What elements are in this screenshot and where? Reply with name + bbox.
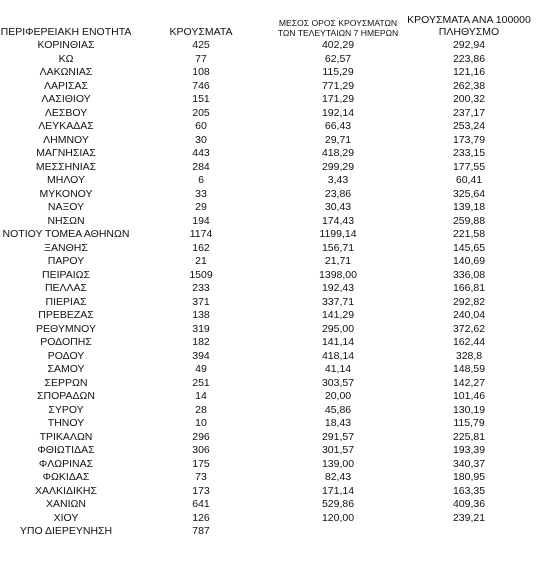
table-row [0,323,543,337]
cell-region: ΡΟΔΟΠΗΣ [40,336,92,348]
cell-cases: 6 [198,174,204,186]
cell-avg: 301,57 [321,444,355,456]
table-row [0,107,543,121]
cell-rate: 163,35 [452,484,486,497]
cell-avg: 156,71 [321,241,355,254]
cell-region: ΡΟΔΟΥ [47,349,85,362]
cell-cases: 746 [192,79,210,92]
cell-cases: 296 [192,430,210,443]
cell-rate: 177,55 [452,160,486,173]
header-region: ΠΕΡΙΦΕΡΕΙΑΚΗ ΕΝΟΤΗΤΑ [0,26,132,38]
cell-cases: 443 [192,147,210,159]
cell-avg: 771,29 [321,79,355,92]
table-row [0,444,543,458]
cell-rate: 292,82 [452,295,486,308]
cell-cases: 162 [192,241,210,254]
table-row [0,215,543,229]
table-row [0,174,543,188]
cell-cases: 173 [192,484,210,497]
cell-region: ΡΕΘΥΜΝΟΥ [35,322,96,335]
cell-rate: 139,18 [452,201,486,213]
cell-cases: 205 [192,106,210,119]
table-row [0,242,543,256]
table-body [0,39,543,539]
cell-region: ΣΕΡΡΩΝ [44,376,88,389]
table-row [0,188,543,202]
cell-cases: 251 [192,376,210,389]
cell-region: ΣΠΟΡΑΔΩΝ [37,390,95,402]
cell-rate: 336,08 [452,268,486,281]
table-row [0,66,543,80]
table-row [0,53,543,67]
cell-avg: 141,14 [321,336,355,348]
table-row [0,147,543,161]
cell-avg: 29,71 [324,133,352,146]
cell-region: ΝΗΣΩΝ [47,214,85,227]
cell-rate: 180,95 [452,471,486,483]
cell-rate: 148,59 [452,363,486,375]
cell-avg: 174,43 [321,214,355,227]
table-row [0,350,543,364]
cell-cases: 175 [192,457,210,470]
cell-cases: 73 [195,471,207,483]
table-row [0,282,543,296]
table-row [0,39,543,53]
cell-avg: 171,14 [321,484,355,497]
cell-cases: 49 [195,363,207,375]
cell-avg: 337,71 [321,295,355,308]
cell-region: ΛΗΜΝΟΥ [43,133,89,146]
cell-rate: 372,62 [452,322,486,335]
cell-region: ΥΠΟ ΔΙΕΡΕΥΝΗΣΗ [19,525,113,537]
header-rate-line2: ΠΛΗΘΥΣΜΟ [438,26,500,38]
cell-region: ΣΑΜΟΥ [47,363,85,375]
cell-cases: 33 [195,187,207,200]
cell-rate: 328,8 [455,349,483,362]
cell-avg: 23,86 [324,187,352,200]
cell-rate: 239,21 [452,511,486,524]
cell-avg: 295,00 [321,322,355,335]
cell-region: ΛΕΣΒΟΥ [44,106,88,119]
cell-avg: 1398,00 [319,268,357,281]
cell-avg: 62,57 [324,52,352,65]
cell-rate: 162,44 [452,336,486,348]
table-row [0,80,543,94]
cell-cases: 14 [195,390,207,402]
cell-cases: 182 [192,336,210,348]
cell-rate: 142,27 [452,376,486,389]
cell-avg: 418,29 [321,147,355,159]
table-row [0,336,543,350]
cell-rate: 200,32 [452,93,486,105]
cell-avg: 21,71 [324,255,352,267]
cell-avg: 82,43 [324,471,352,483]
cell-region: ΛΑΣΙΘΙΟΥ [41,93,91,105]
cell-cases: 151 [192,93,210,105]
cell-cases: 194 [192,214,210,227]
cell-avg [270,525,406,539]
cell-rate: 115,79 [453,417,485,429]
table-row [0,309,543,323]
cell-cases: 126 [192,511,210,524]
header-avg [270,18,406,38]
cell-cases: 21 [195,255,207,267]
cell-rate: 173,79 [452,133,486,146]
cell-rate: 166,81 [452,282,486,294]
cell-region: ΜΗΛΟΥ [47,174,85,186]
cell-region: ΜΑΓΝΗΣΙΑΣ [36,147,96,159]
cell-rate: 223,86 [452,52,486,65]
cell-cases: 394 [192,349,210,362]
cell-rate: 237,17 [452,106,486,119]
cell-region: ΦΘΙΩΤΙΔΑΣ [37,444,95,456]
cell-avg: 66,43 [324,120,352,132]
cell-avg: 45,86 [324,403,352,416]
cell-avg: 171,29 [321,93,355,105]
table-row [0,228,543,242]
table-row [0,296,543,310]
table-row [0,431,543,445]
cell-region: ΛΕΥΚΑΔΑΣ [38,120,94,132]
cell-region: ΣΥΡΟΥ [48,403,84,416]
table-row [0,201,543,215]
header-avg-line1: ΜΕΣΟΣ ΟΡΟΣ ΚΡΟΥΣΜΑΤΩΝ [278,18,398,28]
cell-rate: 240,04 [452,309,486,321]
cell-rate: 101,46 [452,390,486,402]
cell-region: ΛΑΚΩΝΙΑΣ [39,66,93,78]
cell-cases: 28 [195,403,207,416]
table-row [0,498,543,512]
cell-region: ΝΟΤΙΟΥ ΤΟΜΕΑ ΑΘΗΝΩΝ [2,228,130,240]
cell-avg: 1199,14 [319,228,357,240]
table-row [0,363,543,377]
cell-cases: 1509 [189,268,213,281]
cell-avg: 20,00 [324,390,352,402]
table-header [0,0,543,38]
table-row [0,377,543,391]
header-cases: ΚΡΟΥΣΜΑΤΑ [169,26,233,38]
cell-cases: 284 [192,160,210,173]
cell-cases: 108 [192,66,210,78]
cell-region: ΦΛΩΡΙΝΑΣ [38,457,94,470]
cell-region: ΤΗΝΟΥ [47,417,85,429]
cell-avg: 299,29 [321,160,355,173]
table-row [0,93,543,107]
cell-cases: 77 [195,52,207,65]
cell-cases: 29 [195,201,207,213]
cell-avg: 115,29 [322,66,354,78]
cell-rate: 253,24 [452,120,486,132]
cell-rate: 262,38 [452,79,486,92]
cell-rate: 121,16 [452,66,486,78]
cell-avg: 139,00 [321,457,355,470]
cell-region: ΧΑΛΚΙΔΙΚΗΣ [35,484,97,497]
table-row [0,390,543,404]
cell-cases: 371 [192,295,210,308]
cell-rate: 325,64 [452,187,486,200]
cell-rate: 259,88 [452,214,486,227]
cell-region: ΝΑΞΟΥ [47,201,85,213]
cell-avg: 120,00 [321,511,355,524]
cell-avg: 30,43 [324,201,352,213]
header-rate [406,14,532,38]
cell-rate: 340,37 [452,457,486,470]
table-row [0,485,543,499]
cell-region: ΠΡΕΒΕΖΑΣ [38,309,94,321]
cell-rate: 221,58 [452,228,486,240]
cell-region: ΠΙΕΡΙΑΣ [45,295,87,308]
table-row [0,512,543,526]
cell-cases: 787 [192,525,210,537]
cell-avg: 18,43 [324,417,352,429]
cell-region: ΚΟΡΙΝΘΙΑΣ [37,39,95,51]
header-rate-line1: ΚΡΟΥΣΜΑΤΑ ΑΝΑ 100000 [407,14,531,26]
table-row [0,255,543,269]
cell-cases: 1174 [189,228,213,240]
cell-avg: 303,57 [321,376,355,389]
cell-cases: 425 [192,39,210,51]
cell-cases: 30 [195,133,207,146]
cell-cases: 138 [192,309,210,321]
table-row [0,134,543,148]
cell-region: ΜΕΣΣΗΝΙΑΣ [35,160,97,173]
cell-rate: 409,36 [452,498,486,510]
cell-region: ΧΑΝΙΩΝ [46,498,86,510]
table-row [0,458,543,472]
cell-rate: 130,19 [452,403,486,416]
table-row [0,525,543,539]
table-row [0,471,543,485]
table-row [0,404,543,418]
cell-avg: 529,86 [321,498,355,510]
cell-region: ΚΩ [58,52,74,65]
table-row [0,120,543,134]
cell-region: ΠΕΛΛΑΣ [44,282,88,294]
cell-region: ΛΑΡΙΣΑΣ [44,79,88,92]
cell-rate: 145,65 [452,241,486,254]
cell-avg: 141,29 [321,309,355,321]
cell-rate: 60,41 [455,174,483,186]
header-avg-line2: ΤΩΝ ΤΕΛΕΥΤΑΙΩΝ 7 ΗΜΕΡΩΝ [277,28,399,38]
cell-region: ΜΥΚΟΝΟΥ [39,187,93,200]
cell-region: ΠΕΙΡΑΙΩΣ [42,268,90,281]
cell-rate [406,525,532,539]
cell-avg: 418,14 [321,349,355,362]
table-row [0,161,543,175]
cell-rate: 292,94 [452,39,486,51]
cell-rate: 225,81 [452,430,486,443]
cell-region: ΧΙΟΥ [53,511,79,524]
cell-cases: 641 [192,498,210,510]
cell-avg: 192,43 [321,282,355,294]
cell-avg: 402,29 [321,39,355,51]
cell-cases: 319 [192,322,210,335]
table-row [0,417,543,431]
cell-region: ΞΑΝΘΗΣ [44,241,88,254]
table-row [0,269,543,283]
cell-rate: 140,69 [452,255,486,267]
cell-cases: 306 [192,444,210,456]
cell-cases: 60 [195,120,207,132]
cell-region: ΦΩΚΙΔΑΣ [42,471,90,483]
cell-avg: 192,14 [321,106,355,119]
cell-avg: 41,14 [324,363,352,375]
cell-region: ΠΑΡΟΥ [47,255,85,267]
cell-rate: 193,39 [452,444,486,456]
cell-avg: 3,43 [327,174,349,186]
cell-cases: 10 [195,417,207,429]
cell-avg: 291,57 [321,430,355,443]
cell-rate: 233,15 [452,147,486,159]
cell-cases: 233 [192,282,210,294]
cell-region: ΤΡΙΚΑΛΩΝ [39,430,93,443]
